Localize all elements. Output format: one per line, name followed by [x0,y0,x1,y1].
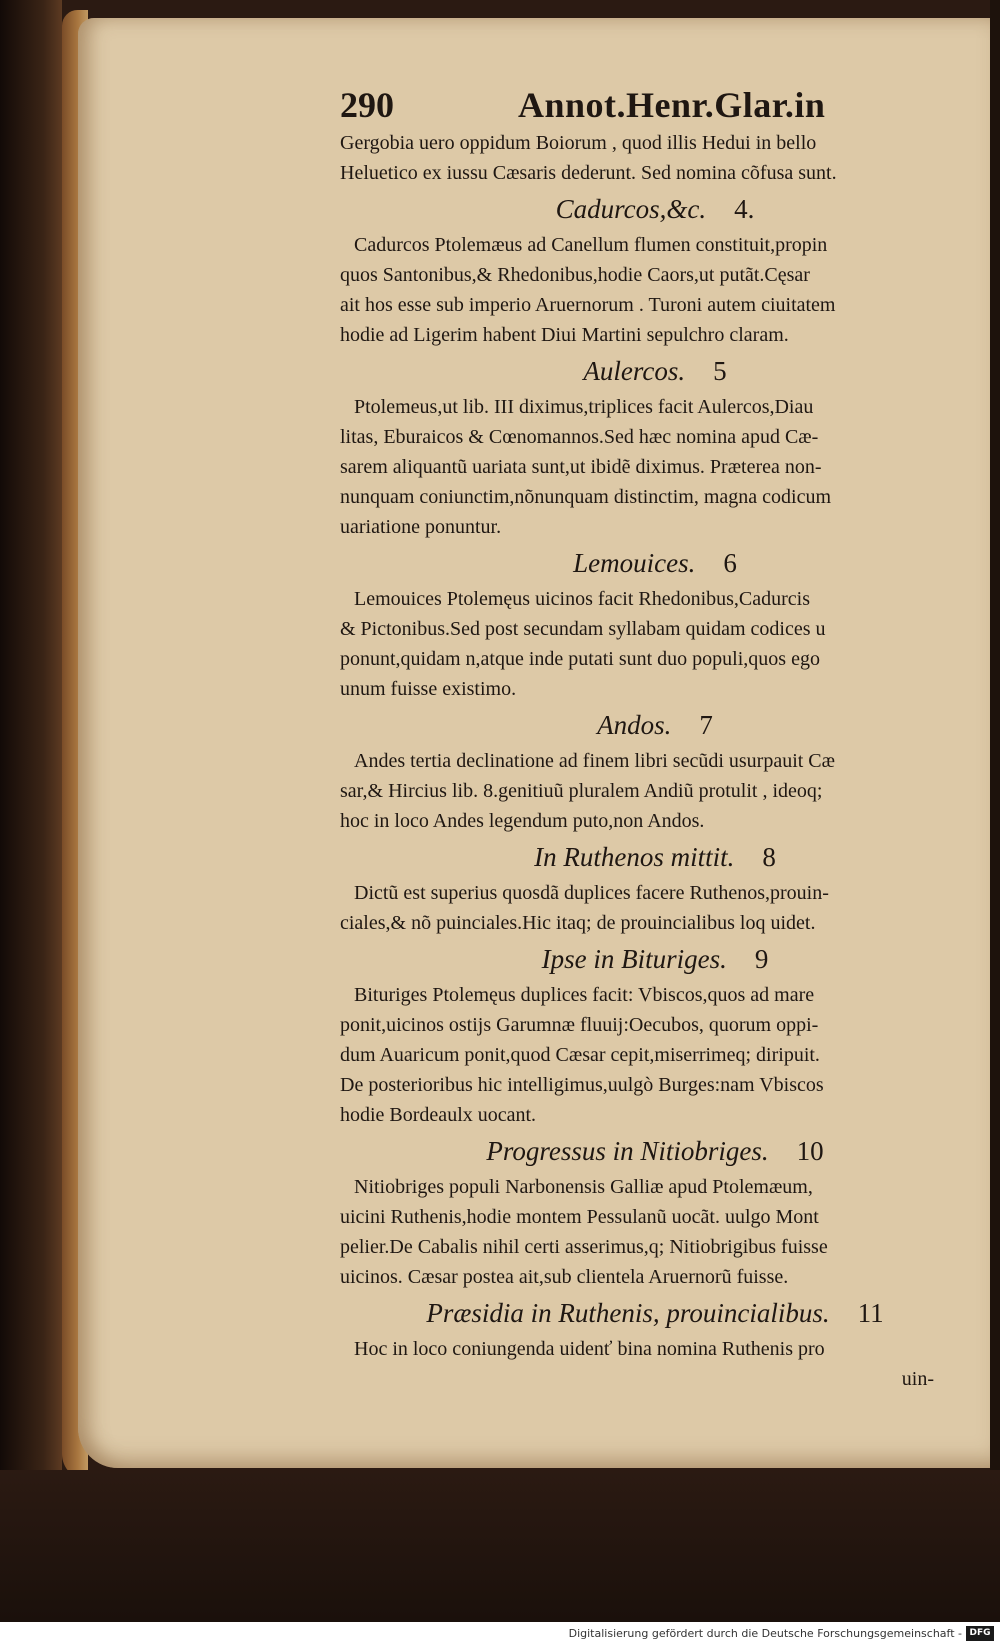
section-heading [340,836,970,878]
section-heading-text: In Ruthenos mittit. [534,842,735,872]
section-heading [340,1292,970,1334]
section-heading-text: Aulercos. [583,356,686,386]
section-number: 11 [857,1298,884,1328]
section-number: 9 [754,944,769,974]
section-heading [340,938,970,980]
section-heading [340,704,970,746]
text-line: hodie ad Ligerim habent Diui Martini sepulchro claram. [340,324,789,346]
section-heading-text: Cadurcos,&c. [555,194,707,224]
text-line: hodie Bordeaulx uocant. [340,1104,537,1126]
section-number: 8 [762,842,776,872]
section-number: 7 [699,710,713,740]
text-line: quos Santonibus,& Rhedonibus,hodie Caors,ut putãt.Cęsar [340,264,810,286]
text-line: Andes tertia declinatione ad finem libri secũdi usurpauit Cæ [354,750,835,772]
text-line: nunquam coniunctim,nõnunquam distinctim, magna codicum [340,486,832,508]
text-line: unum fuisse existimo. [340,678,517,700]
sections-container [340,128,970,1364]
section-number: 5 [713,356,727,386]
text-line: uicini Ruthenis,hodie montem Pessulanũ uocãt. uulgo Mont [340,1206,819,1228]
section-heading-text: Andos. [597,710,672,740]
text-line: sar,& Hircius lib. 8.genitiuũ pluralem Andiũ protulit , ideoq; [340,780,823,802]
running-head: Annot.Henr.Glar.in [518,85,826,125]
text-line: & Pictonibus.Sed post secundam syllabam quidam codices u [340,618,826,640]
page-header [340,82,970,128]
footer-credit: Digitalisierung gefördert durch die Deutsche Forschungsgemeinschaft - [568,1627,962,1640]
scan-bottom-margin [0,1470,1000,1622]
text-line: Bituriges Ptolemęus duplices facit: Vbiscos,quos ad mare [354,984,815,1006]
text-line: litas, Eburaicos & Cœnomannos.Sed hæc nomina apud Cæ- [340,426,819,448]
text-line: Heluetico ex iussu Cæsaris dederunt. Sed nomina cõfusa sunt. [340,162,837,184]
text-line: Lemouices Ptolemęus uicinos facit Rhedonibus,Cadurcis [354,588,811,610]
text-line: Dictũ est superius quosdã duplices facere Ruthenos,prouin- [354,882,829,904]
text-line: Hoc in loco coniungenda uidenť bina nomina Ruthenis pro [354,1338,825,1360]
section-heading [340,188,970,230]
section-heading-text: Ipse in Bituriges. [541,944,727,974]
text-line: ponit,uicinos ostijs Garumnæ fluuij:Oecubos, quorum oppi- [340,1014,819,1036]
text-line: sarem aliquantũ uariata sunt,ut ibidẽ diximus. Præterea non- [340,456,822,478]
text-line: Gergobia uero oppidum Boiorum , quod illis Hedui in bello [340,132,817,154]
text-line: Ptolemeus,ut lib. III diximus,triplices facit Aulercos,Diau [354,396,814,418]
section-heading [340,1130,970,1172]
section-heading-text: Progressus in Nitiobriges. [486,1136,769,1166]
footer-bar [0,1622,1000,1646]
text-line: Nitiobriges populi Narbonensis Galliæ apud Ptolemæum, [354,1176,813,1198]
text-line: dum Auaricum ponit,quod Cæsar cepit,miserrimeq; diripuit. [340,1044,820,1066]
text-line: De posterioribus hic intelligimus,uulgò Burges:nam Vbiscos [340,1074,824,1096]
text-line: uicinos. Cæsar postea ait,sub clientela Aruernorũ fuisse. [340,1266,789,1288]
scan-left-margin [0,0,62,1646]
text-line: pelier.De Cabalis nihil certi asserimus,q; Nitiobrigibus fuisse [340,1236,828,1258]
section-heading-text: Lemouices. [573,548,696,578]
page-number: 290 [340,85,394,125]
section-number: 10 [796,1136,824,1166]
page-text-block [340,82,970,1394]
dfg-logo: DFG [966,1626,994,1641]
catchword: uin- [901,1368,934,1390]
section-number: 6 [723,548,737,578]
scan-right-margin [990,0,1000,1646]
section-number: 4. [734,194,755,224]
section-heading [340,350,970,392]
text-line: Cadurcos Ptolemæus ad Canellum flumen constituit,propin [354,234,828,256]
text-line: hoc in loco Andes legendum puto,non Andos. [340,810,705,832]
section-heading-text: Præsidia in Ruthenis, prouincialibus. [426,1298,830,1328]
section-heading [340,542,970,584]
text-line: ponunt,quidam n,atque inde putati sunt duo populi,quos ego [340,648,820,670]
text-line: ciales,& nõ puinciales.Hic itaq; de prouincialibus loq uidet. [340,912,816,934]
text-line: ait hos esse sub imperio Aruernorum . Turoni autem ciuitatem [340,294,836,316]
text-line: uariatione ponuntur. [340,516,502,538]
